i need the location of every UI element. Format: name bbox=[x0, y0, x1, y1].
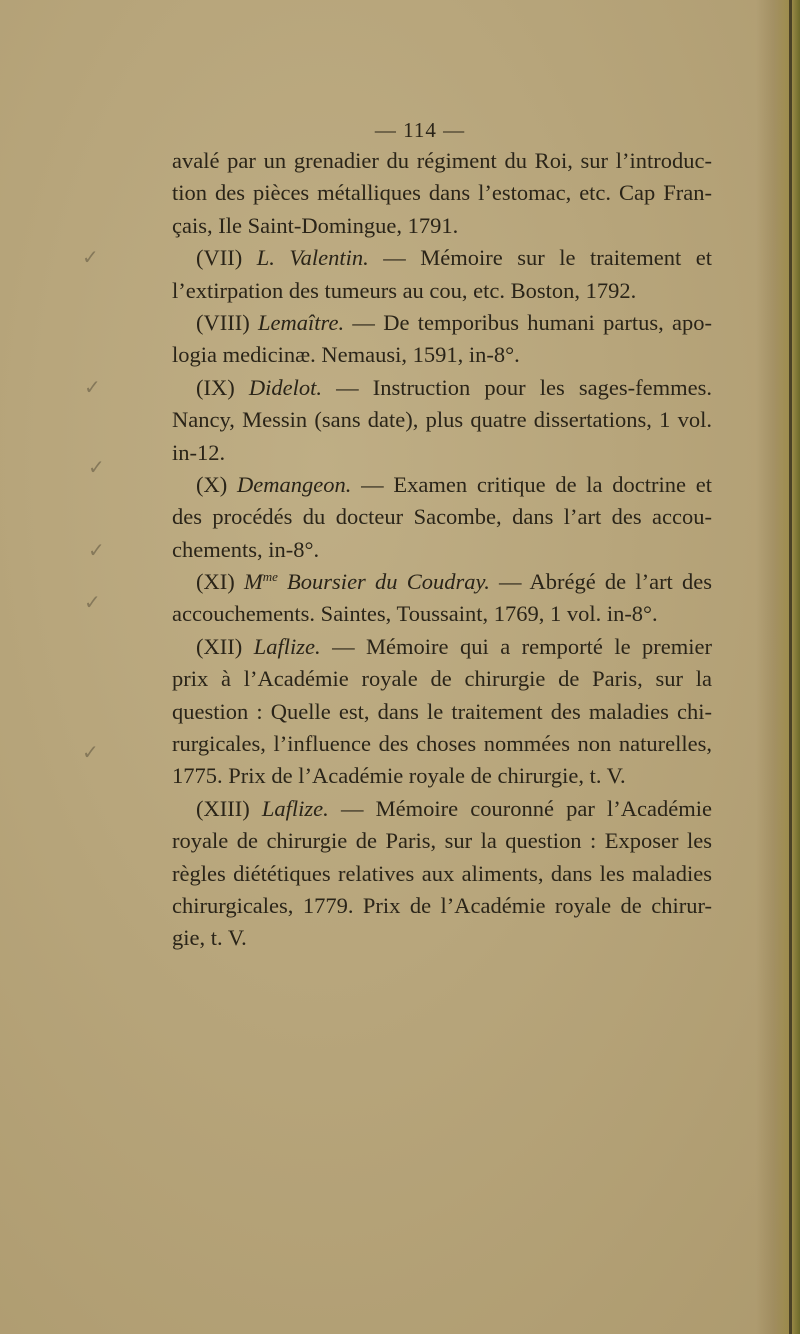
text-line bbox=[172, 501, 712, 533]
margin-checkmark: ✓ bbox=[88, 455, 105, 479]
italic-text: L. Valentin. bbox=[256, 245, 369, 271]
text-segment: — Instruction pour les sages-femmes. bbox=[322, 374, 712, 400]
text-line bbox=[172, 307, 712, 339]
text-segment: (IX) bbox=[196, 374, 249, 400]
margin-checkmark: ✓ bbox=[82, 740, 99, 764]
text-line bbox=[172, 339, 712, 371]
text-line bbox=[172, 469, 712, 501]
text-segment: gie, t. V. bbox=[172, 925, 247, 951]
text-line bbox=[172, 760, 712, 792]
margin-checkmark: ✓ bbox=[82, 245, 99, 269]
text-segment: prix à l’Académie royale de chirurgie de Paris, sur la bbox=[172, 666, 712, 692]
text-line bbox=[172, 825, 712, 857]
text-segment: rurgicales, l’influence des choses nommées non naturelles, bbox=[172, 731, 712, 757]
text-segment: — Mémoire couronné par l’Académie bbox=[328, 795, 712, 821]
text-line bbox=[172, 598, 712, 630]
text-segment: (XIII) bbox=[196, 795, 262, 821]
text-segment: (XII) bbox=[196, 633, 254, 659]
text-line bbox=[172, 631, 712, 663]
text-segment: avalé par un grenadier du régiment du Roi, sur l’introduc- bbox=[172, 148, 712, 173]
text-line bbox=[172, 177, 712, 209]
text-line bbox=[172, 372, 712, 404]
text-segment: — Mémoire sur le traitement et bbox=[368, 245, 712, 271]
margin-checkmark: ✓ bbox=[88, 538, 105, 562]
text-segment: logia medicinæ. Nemausi, 1591, in-8°. bbox=[172, 342, 520, 368]
page-edge-line bbox=[789, 0, 792, 1334]
italic-text: me bbox=[262, 569, 278, 585]
text-line bbox=[172, 696, 712, 728]
text-segment: — Examen critique de la doctrine et bbox=[351, 471, 713, 497]
italic-text: Boursier du Coudray. bbox=[277, 569, 490, 595]
text-segment: règles diététiques relatives aux aliments, dans les maladies bbox=[172, 860, 712, 886]
text-segment: in-12. bbox=[172, 439, 226, 465]
text-segment: accouchements. Saintes, Toussaint, 1769, 1 vol. in-8°. bbox=[172, 601, 658, 627]
text-line bbox=[172, 793, 712, 825]
page-number: — 114 — bbox=[374, 118, 466, 142]
text-line bbox=[172, 728, 712, 760]
text-segment: (X) bbox=[196, 471, 237, 497]
text-segment: tion des pièces métalliques dans l’estomac, etc. Cap Fran- bbox=[172, 180, 712, 206]
italic-text: Laflize. bbox=[261, 795, 329, 821]
page-edge-shadow bbox=[756, 0, 800, 1334]
text-segment: — Mémoire qui a remporté le premier bbox=[320, 633, 712, 659]
margin-checkmark: ✓ bbox=[84, 375, 101, 399]
text-segment: question : Quelle est, dans le traitement des maladies chi- bbox=[172, 698, 712, 724]
text-segment: (XI) bbox=[196, 569, 244, 595]
text-segment: chements, in-8°. bbox=[172, 536, 320, 562]
text-line bbox=[172, 922, 712, 954]
text-line bbox=[172, 145, 712, 177]
italic-text: Lemaître. bbox=[258, 309, 345, 335]
text-line bbox=[172, 275, 712, 307]
text-segment: — De temporibus humani partus, apo- bbox=[344, 309, 712, 335]
text-segment: des procédés du docteur Sacombe, dans l’art des accou- bbox=[172, 504, 712, 530]
italic-text: Demangeon. bbox=[237, 471, 352, 497]
text-segment: çais, Ile Saint-Domingue, 1791. bbox=[172, 212, 459, 238]
text-segment: Nancy, Messin (sans date), plus quatre dissertations, 1 vol. bbox=[172, 407, 712, 433]
text-line bbox=[172, 663, 712, 695]
text-segment: 1775. Prix de l’Académie royale de chirurgie, t. V. bbox=[172, 763, 626, 789]
text-line bbox=[172, 404, 712, 436]
text-segment: l’extirpation des tumeurs au cou, etc. Boston, 1792. bbox=[172, 277, 637, 303]
body-text bbox=[172, 145, 712, 955]
margin-checkmark: ✓ bbox=[84, 590, 101, 614]
text-segment: (VII) bbox=[196, 245, 257, 271]
italic-text: Laflize. bbox=[253, 633, 321, 659]
text-segment: chirurgicales, 1779. Prix de l’Académie royale de chirur- bbox=[172, 892, 712, 918]
text-line bbox=[172, 242, 712, 274]
text-line bbox=[172, 210, 712, 242]
text-segment: royale de chirurgie de Paris, sur la question : Exposer les bbox=[172, 828, 712, 854]
italic-text: Didelot. bbox=[248, 374, 322, 400]
text-line bbox=[172, 858, 712, 890]
text-line bbox=[172, 534, 712, 566]
italic-text: M bbox=[243, 569, 263, 595]
text-segment: (VIII) bbox=[196, 309, 259, 335]
text-segment: — Abrégé de l’art des bbox=[489, 569, 713, 595]
text-line bbox=[172, 566, 712, 598]
text-line bbox=[172, 890, 712, 922]
text-line bbox=[172, 437, 712, 469]
